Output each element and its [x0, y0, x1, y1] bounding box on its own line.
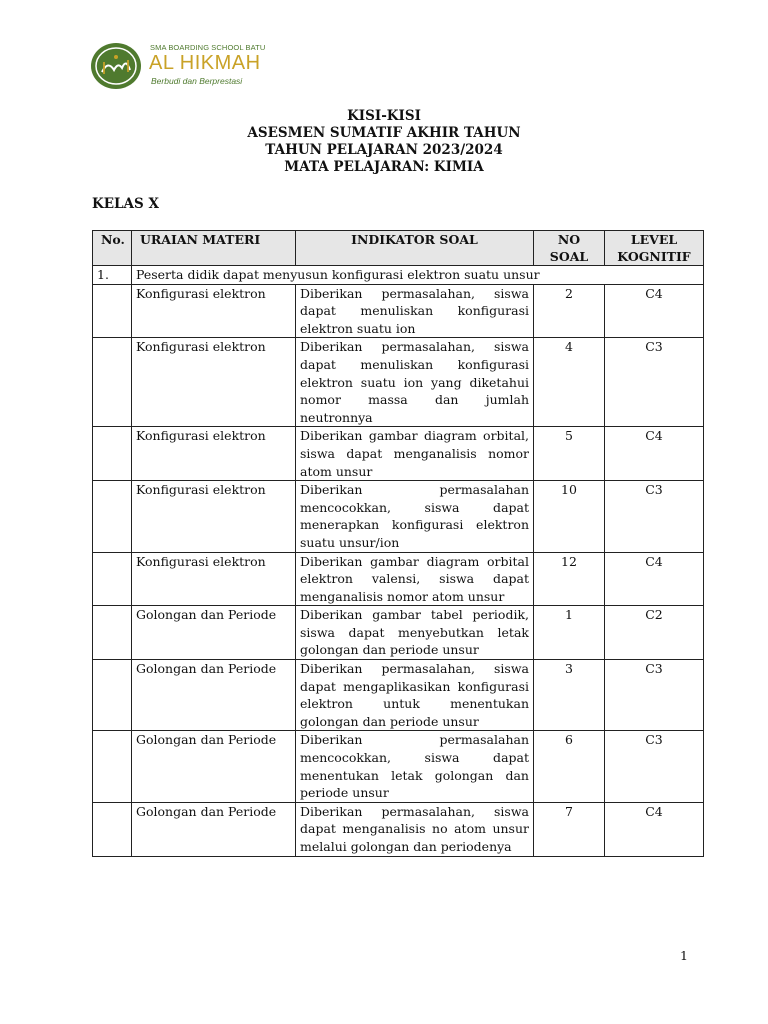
logo-school-label: SMA BOARDING SCHOOL BATU	[150, 43, 266, 52]
row-level-kognitif: C4	[605, 427, 704, 481]
heading-line-4: MATA PELAJARAN: KIMIA	[284, 159, 484, 175]
header-no: No.	[93, 231, 132, 266]
class-label: KELAS X	[92, 196, 159, 212]
row-indikator-soal: Diberikan permasalahan, siswa dapat menganalisis no atom unsur melalui golongan dan periodenya	[296, 802, 534, 856]
row-no-soal: 4	[534, 338, 605, 427]
row-uraian-materi: Golongan dan Periode	[132, 660, 296, 731]
table-row	[93, 284, 704, 338]
logo-tagline: Berbudi dan Berprestasi	[151, 76, 243, 86]
table-row	[93, 802, 704, 856]
row-no-soal: 6	[534, 731, 605, 802]
kisi-kisi-table	[92, 230, 704, 857]
table-row	[93, 606, 704, 660]
row-no-cell	[93, 731, 132, 802]
row-level-kognitif: C3	[605, 481, 704, 552]
row-no-cell	[93, 802, 132, 856]
table-row	[93, 338, 704, 427]
row-indikator-soal: Diberikan gambar diagram orbital elektron valensi, siswa dapat menganalisis nomor atom unsur	[296, 552, 534, 606]
table-row	[93, 731, 704, 802]
heading-line-2: ASESMEN SUMATIF AKHIR TAHUN	[247, 125, 521, 141]
row-no-soal: 10	[534, 481, 605, 552]
section-row	[93, 266, 704, 285]
al-hikmah-emblem-icon	[90, 42, 142, 90]
row-uraian-materi: Golongan dan Periode	[132, 802, 296, 856]
row-level-kognitif: C4	[605, 284, 704, 338]
row-indikator-soal: Diberikan permasalahan, siswa dapat menuliskan konfigurasi elektron suatu ion yang diketahui nomor massa dan jumlah neutronnya	[296, 338, 534, 427]
row-indikator-soal: Diberikan permasalahan mencocokkan, siswa dapat menerapkan konfigurasi elektron suatu unsur/ion	[296, 481, 534, 552]
table-row	[93, 552, 704, 606]
row-no-soal: 12	[534, 552, 605, 606]
row-level-kognitif: C4	[605, 552, 704, 606]
section-title: Peserta didik dapat menyusun konfigurasi elektron suatu unsur	[132, 266, 704, 285]
document-heading	[0, 108, 768, 176]
header-uraian-materi: URAIAN MATERI	[132, 231, 296, 266]
row-level-kognitif: C3	[605, 338, 704, 427]
table-row	[93, 427, 704, 481]
row-level-kognitif: C4	[605, 802, 704, 856]
row-no-cell	[93, 606, 132, 660]
row-no-cell	[93, 427, 132, 481]
row-level-kognitif: C3	[605, 731, 704, 802]
heading-line-3: TAHUN PELAJARAN 2023/2024	[265, 142, 503, 158]
row-uraian-materi: Konfigurasi elektron	[132, 284, 296, 338]
row-indikator-soal: Diberikan permasalahan, siswa dapat menuliskan konfigurasi elektron suatu ion	[296, 284, 534, 338]
row-no-soal: 5	[534, 427, 605, 481]
row-no-cell	[93, 552, 132, 606]
table-header-row	[93, 231, 704, 266]
logo-school-name: AL HIKMAH	[149, 52, 261, 74]
row-indikator-soal: Diberikan permasalahan, siswa dapat mengaplikasikan konfigurasi elektron untuk menentukan golongan dan periode unsur	[296, 660, 534, 731]
table-row	[93, 660, 704, 731]
row-uraian-materi: Konfigurasi elektron	[132, 427, 296, 481]
row-level-kognitif: C3	[605, 660, 704, 731]
school-logo	[90, 40, 270, 92]
row-no-soal: 3	[534, 660, 605, 731]
header-no-soal: NO SOAL	[534, 231, 605, 266]
row-uraian-materi: Konfigurasi elektron	[132, 338, 296, 427]
row-no-soal: 2	[534, 284, 605, 338]
header-level-kognitif: LEVEL KOGNITIF	[605, 231, 704, 266]
row-indikator-soal: Diberikan gambar tabel periodik, siswa dapat menyebutkan letak golongan dan periode unsur	[296, 606, 534, 660]
row-indikator-soal: Diberikan permasalahan mencocokkan, siswa dapat menentukan letak golongan dan periode unsur	[296, 731, 534, 802]
table-row	[93, 481, 704, 552]
row-no-cell	[93, 284, 132, 338]
heading-line-1: KISI-KISI	[347, 108, 421, 124]
row-uraian-materi: Golongan dan Periode	[132, 606, 296, 660]
row-level-kognitif: C2	[605, 606, 704, 660]
row-no-soal: 1	[534, 606, 605, 660]
row-uraian-materi: Konfigurasi elektron	[132, 552, 296, 606]
row-indikator-soal: Diberikan gambar diagram orbital, siswa dapat menganalisis nomor atom unsur	[296, 427, 534, 481]
row-uraian-materi: Konfigurasi elektron	[132, 481, 296, 552]
page-number: 1	[680, 948, 688, 963]
row-no-cell	[93, 481, 132, 552]
row-no-cell	[93, 338, 132, 427]
row-uraian-materi: Golongan dan Periode	[132, 731, 296, 802]
row-no-cell	[93, 660, 132, 731]
row-no-soal: 7	[534, 802, 605, 856]
section-number: 1.	[93, 266, 132, 285]
header-indikator-soal: INDIKATOR SOAL	[296, 231, 534, 266]
